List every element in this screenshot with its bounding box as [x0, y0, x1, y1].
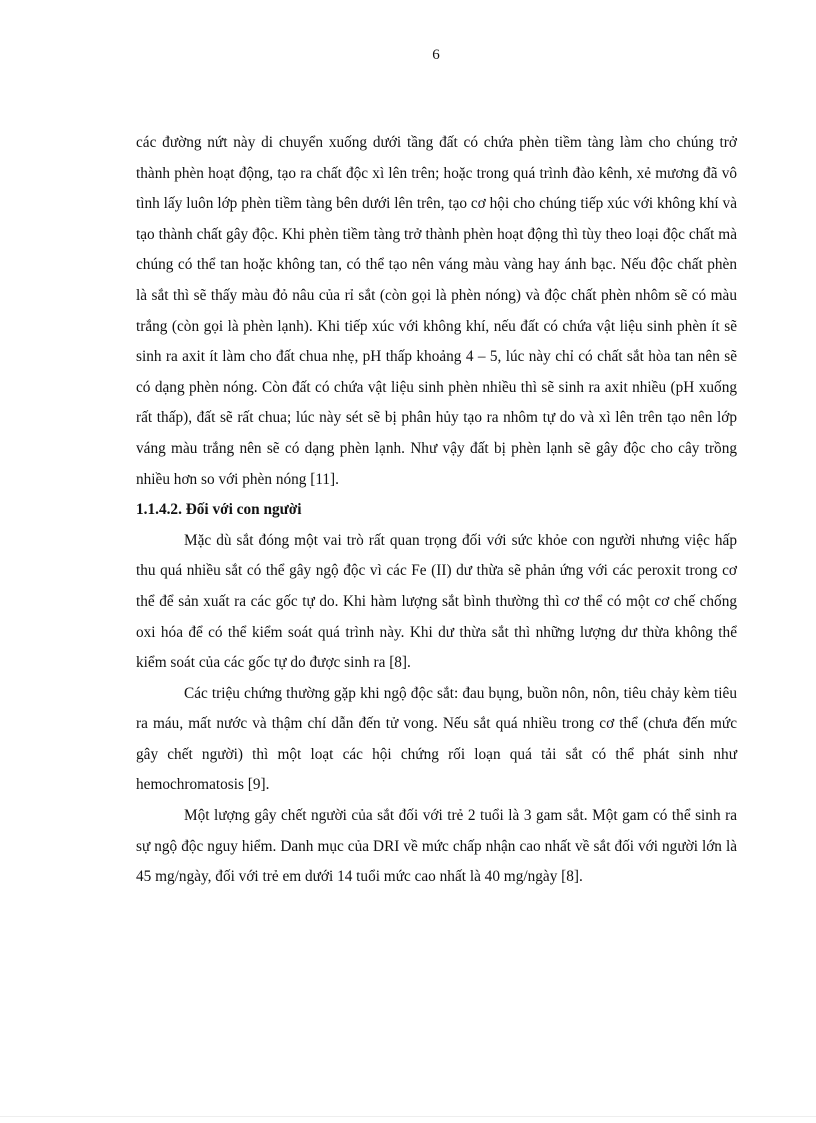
page-bottom-divider	[0, 1116, 816, 1117]
paragraph-continued: các đường nứt này di chuyển xuống dưới tầng đất có chứa phèn tiềm tàng làm cho chúng trở thành phèn hoạt động, tạo ra chất độc xì lên trên; hoặc trong quá trình đào kênh, xẻ mương đã vô tình lấy luôn lớp phèn tiềm tàng bên dưới lên trên, tạo cơ hội cho chúng tiếp xúc với không khí và tạo thành chất gây độc. Khi phèn tiềm tàng trở thành phèn hoạt động thì tùy theo loại độc chất mà chúng có thể tan hoặc không tan, có thể tạo nên váng màu vàng hay ánh bạc. Nếu độc chất phèn là sắt thì sẽ thấy màu đỏ nâu của rỉ sắt (còn gọi là phèn nóng) và độc chất phèn nhôm sẽ có màu trắng (còn gọi là phèn lạnh). Khi tiếp xúc với không khí, nếu đất có chứa vật liệu sinh phèn ít sẽ sinh ra axit ít làm cho đất chua nhẹ, pH thấp khoảng 4 – 5, lúc này chỉ có chất sắt hòa tan nên sẽ có dạng phèn nóng. Còn đất có chứa vật liệu sinh phèn nhiều thì sẽ sinh ra axit nhiều (pH xuống rất thấp), đất sẽ rất chua; lúc này sét sẽ bị phân hủy tạo ra nhôm tự do và xì lên trên tạo nên lớp váng màu trắng nên sẽ có dạng phèn lạnh. Như vậy đất bị phèn lạnh sẽ gây độc cho cây trồng nhiều hơn so với phèn nóng [11].	[136, 134, 737, 488]
section-heading: 1.1.4.2. Đối với con người	[136, 501, 302, 519]
paragraph: Các triệu chứng thường gặp khi ngộ độc sắt: đau bụng, buồn nôn, nôn, tiêu chảy kèm tiêu ra máu, mất nước và thậm chí dẫn đến tử vong. Nếu sắt quá nhiều trong cơ thể (chưa đến mức gây chết người) thì một loạt các hội chứng rối loạn quá tải sắt có thể phát sinh như hemochromatosis [9].	[136, 684, 737, 794]
page-number: 6	[432, 47, 440, 63]
paragraph: Một lượng gây chết người của sắt đối với trẻ 2 tuổi là 3 gam sắt. Một gam có thể sinh ra sự ngộ độc nguy hiểm. Danh mục của DRI về mức chấp nhận cao nhất về sắt đối với người lớn là 45 mg/ngày, đối với trẻ em dưới 14 tuổi mức cao nhất là 40 mg/ngày [8].	[136, 807, 737, 886]
paragraph: Mặc dù sắt đóng một vai trò rất quan trọng đối với sức khỏe con người nhưng việc hấp thu quá nhiều sắt có thể gây ngộ độc vì các Fe (II) dư thừa sẽ phản ứng với các peroxit trong cơ thể để sản xuất ra các gốc tự do. Khi hàm lượng sắt bình thường thì cơ thể có một cơ chế chống oxi hóa để có thể kiểm soát quá trình này. Khi dư thừa sắt thì những lượng dư thừa không thể kiểm soát của các gốc tự do được sinh ra [8].	[136, 531, 737, 672]
document-body	[136, 128, 737, 893]
